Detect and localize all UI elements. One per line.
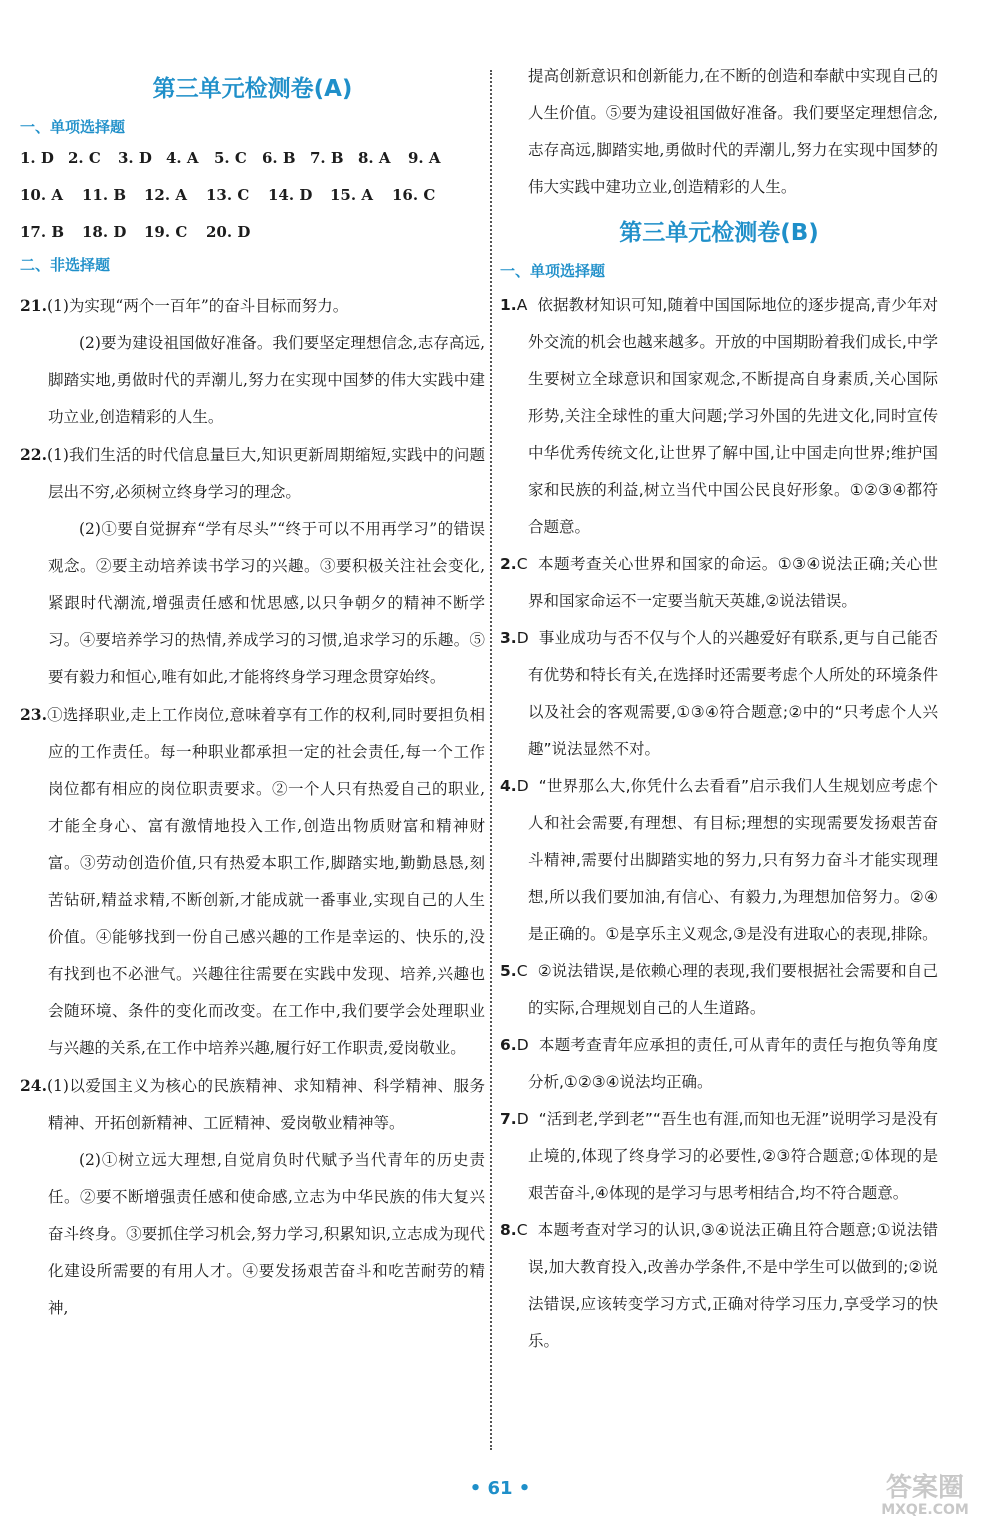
question-number: 21.	[20, 296, 47, 315]
mc-answer: 7. B	[310, 149, 344, 167]
mc-answer: 1. D	[20, 149, 54, 167]
mc-answer: 18. D	[82, 223, 127, 241]
section-single-choice-b: 一、单项选择题	[500, 262, 606, 280]
answer-choice: D	[516, 1036, 529, 1054]
answer-explanation: ②说法错误,是依赖心理的表现,我们要根据社会需要和自己的实际,合理规划自己的人生道路。	[528, 962, 938, 1017]
mc-answer: 15. A	[330, 186, 373, 204]
mc-row	[20, 149, 485, 186]
answer-choice: C	[516, 555, 528, 573]
question-24	[20, 1067, 485, 1142]
answer-explanation: 依据教材知识可知,随着中国国际地位的逐步提高,青少年对外交流的机会也越来越多。开放的中国期盼着我们成长,中学生要树立全球意识和国家观念,不断提高自身素质,关心国际形势,关注全球性的重大问题;学习外国的先进文化,同时宣传中华优秀传统文化,让世界了解中国,让中国走向世界;维护国家和民族的利益,树立当代中国公民良好形象。①②③④都符合题意。	[528, 296, 938, 536]
section-non-choice-a: 二、非选择题	[20, 256, 111, 274]
answer-number: 2.	[500, 555, 517, 573]
answer-item-b	[500, 1101, 938, 1212]
mc-answer: 20. D	[206, 223, 251, 241]
question-number: 23.	[20, 705, 47, 724]
answer-explanation: “活到老,学到老”“吾生也有涯,而知也无涯”说明学习是没有止境的,体现了终身学习的必要性,②③符合题意;①体现的是艰苦奋斗,④体现的是学习与思考相结合,均不符合题意。	[528, 1110, 938, 1202]
mc-answer: 13. C	[206, 186, 250, 204]
answer-choice: A	[516, 296, 528, 314]
answer-number: 1.	[500, 296, 517, 314]
answer-explanation: 事业成功与否不仅与个人的兴趣爱好有联系,更与自己能否有优势和特长有关,在选择时还需要考虑个人所处的环境条件以及社会的客观需要,①③④符合题意;②中的“只考虑个人兴趣”说法显然不对。	[528, 629, 938, 758]
answer-number: 5.	[500, 962, 517, 980]
column-divider	[490, 70, 492, 1450]
question-number: 24.	[20, 1076, 47, 1095]
mc-answers-a	[20, 149, 485, 260]
question-22-part1: (1)我们生活的时代信息量巨大,知识更新周期缩短,实践中的问题层出不穷,必须树立终身学习的理念。	[46, 446, 485, 501]
answer-choice: D	[516, 1110, 529, 1128]
answer-number: 4.	[500, 777, 517, 795]
answer-number: 6.	[500, 1036, 517, 1054]
mc-answer: 12. A	[144, 186, 187, 204]
mc-answer: 10. A	[20, 186, 63, 204]
left-column	[20, 0, 485, 1327]
answer-choice: C	[516, 1221, 528, 1239]
answer-item-b	[500, 546, 938, 620]
question-24-continued: 提高创新意识和创新能力,在不断的创造和奉献中实现自己的人生价值。⑤要为建设祖国做好准备。我们要坚定理想信念,志存高远,脚踏实地,勇做时代的弄潮儿,努力在实现中国梦的伟大实践中建功立业,创造精彩的人生。	[528, 67, 938, 196]
mc-answer: 14. D	[268, 186, 313, 204]
mc-answer: 11. B	[82, 186, 126, 204]
answer-item-b	[500, 287, 938, 546]
answer-choice: C	[516, 962, 528, 980]
question-24-part1: (1)以爱国主义为核心的民族精神、求知精神、科学精神、服务精神、开拓创新精神、工匠精神、爱岗敬业精神等。	[46, 1077, 485, 1132]
answer-choice: D	[516, 629, 529, 647]
right-column	[500, 0, 938, 1360]
svg-text:答案圈: 答案圈	[885, 1473, 965, 1503]
mc-answer: 19. C	[144, 223, 188, 241]
answer-item-b	[500, 953, 938, 1027]
answer-list-b	[500, 287, 938, 1360]
answer-item-b	[500, 1027, 938, 1101]
answer-number: 3.	[500, 629, 517, 647]
page-number: • 61 •	[469, 1478, 531, 1499]
mc-answer: 2. C	[68, 149, 101, 167]
mc-answer: 6. B	[262, 149, 296, 167]
question-number: 22.	[20, 445, 47, 464]
answer-item-b	[500, 768, 938, 953]
answer-item-b	[500, 620, 938, 768]
answer-explanation: 本题考查对学习的认识,③④说法正确且符合题意;①说法错误,加大教育投入,改善办学条件,不是中学生可以做到的;②说法错误,应该转变学习方式,正确对待学习压力,享受学习的快乐。	[528, 1221, 938, 1350]
answer-explanation: 本题考查关心世界和国家的命运。①③④说法正确;关心世界和国家命运不一定要当航天英雄,②说法错误。	[528, 555, 938, 610]
answer-choice: D	[516, 777, 529, 795]
question-22-part2: (2)①要自觉摒弃“学有尽头”“终于可以不用再学习”的错误观念。②要主动培养读书学习的兴趣。③要积极关注社会变化,紧跟时代潮流,增强责任感和忧思感,以只争朝夕的精神不断学习。④要培养学习的热情,养成学习的习惯,追求学习的乐趣。⑤要有毅力和恒心,唯有如此,才能将终身学习理念贯穿始终。	[48, 520, 485, 686]
mc-row	[20, 186, 485, 223]
mc-answer: 8. A	[358, 149, 391, 167]
question-24-part2: (2)①树立远大理想,自觉肩负时代赋予当代青年的历史责任。②要不断增强责任感和使命感,立志为中华民族的伟大复兴奋斗终身。③要抓住学习机会,努力学习,积累知识,立志成为现代化建设所需要的有用人才。④要发扬艰苦奋斗和吃苦耐劳的精神,	[48, 1151, 485, 1317]
title-unit3-a: 第三单元检测卷(A)	[152, 76, 353, 102]
question-22	[20, 436, 485, 511]
svg-text:MXQE.COM: MXQE.COM	[881, 1502, 969, 1518]
question-23	[20, 696, 485, 1067]
section-single-choice-a: 一、单项选择题	[20, 118, 126, 136]
mc-answer: 16. C	[392, 186, 436, 204]
answer-explanation: 本题考查青年应承担的责任,可从青年的责任与抱负等角度分析,①②③④说法均正确。	[528, 1036, 938, 1091]
question-21-part2: (2)要为建设祖国做好准备。我们要坚定理想信念,志存高远,脚踏实地,勇做时代的弄潮儿,努力在实现中国梦的伟大实践中建功立业,创造精彩的人生。	[48, 334, 485, 426]
mc-answer: 4. A	[166, 149, 199, 167]
mc-answer: 9. A	[408, 149, 441, 167]
answer-explanation: “世界那么大,你凭什么去看看”启示我们人生规划应考虑个人和社会需要,有理想、有目标;理想的实现需要发扬艰苦奋斗精神,需要付出脚踏实地的努力,只有努力奋斗才能实现理想,所以我们要加油,有信心、有毅力,为理想加倍努力。②④是正确的。①是享乐主义观念,③是没有进取心的表现,排除。	[528, 777, 938, 943]
question-23-answer: ①选择职业,走上工作岗位,意味着享有工作的权利,同时要担负相应的工作责任。每一种职业都承担一定的社会责任,每一个工作岗位都有相应的岗位职责要求。②一个人只有热爱自己的职业,才能全身心、富有激情地投入工作,创造出物质财富和精神财富。③劳动创造价值,只有热爱本职工作,脚踏实地,勤勤恳恳,刻苦钻研,精益求精,不断创新,才能成就一番事业,实现自己的人生价值。④能够找到一份自己感兴趣的工作是幸运的、快乐的,没有找到也不必泄气。兴趣往往需要在实践中发现、培养,兴趣也会随环境、条件的变化而改变。在工作中,我们要学会处理职业与兴趣的关系,在工作中培养兴趣,履行好工作职责,爱岗敬业。	[46, 706, 485, 1057]
mc-answer: 5. C	[214, 149, 247, 167]
answer-number: 7.	[500, 1110, 517, 1128]
watermark-logo	[855, 1468, 995, 1518]
mc-answer: 3. D	[118, 149, 152, 167]
answer-item-b	[500, 1212, 938, 1360]
question-21-part1: (1)为实现“两个一百年”的奋斗目标而努力。	[46, 297, 349, 315]
mc-answer: 17. B	[20, 223, 64, 241]
answer-number: 8.	[500, 1221, 517, 1239]
question-21	[20, 287, 485, 325]
title-unit3-b: 第三单元检测卷(B)	[619, 220, 819, 246]
